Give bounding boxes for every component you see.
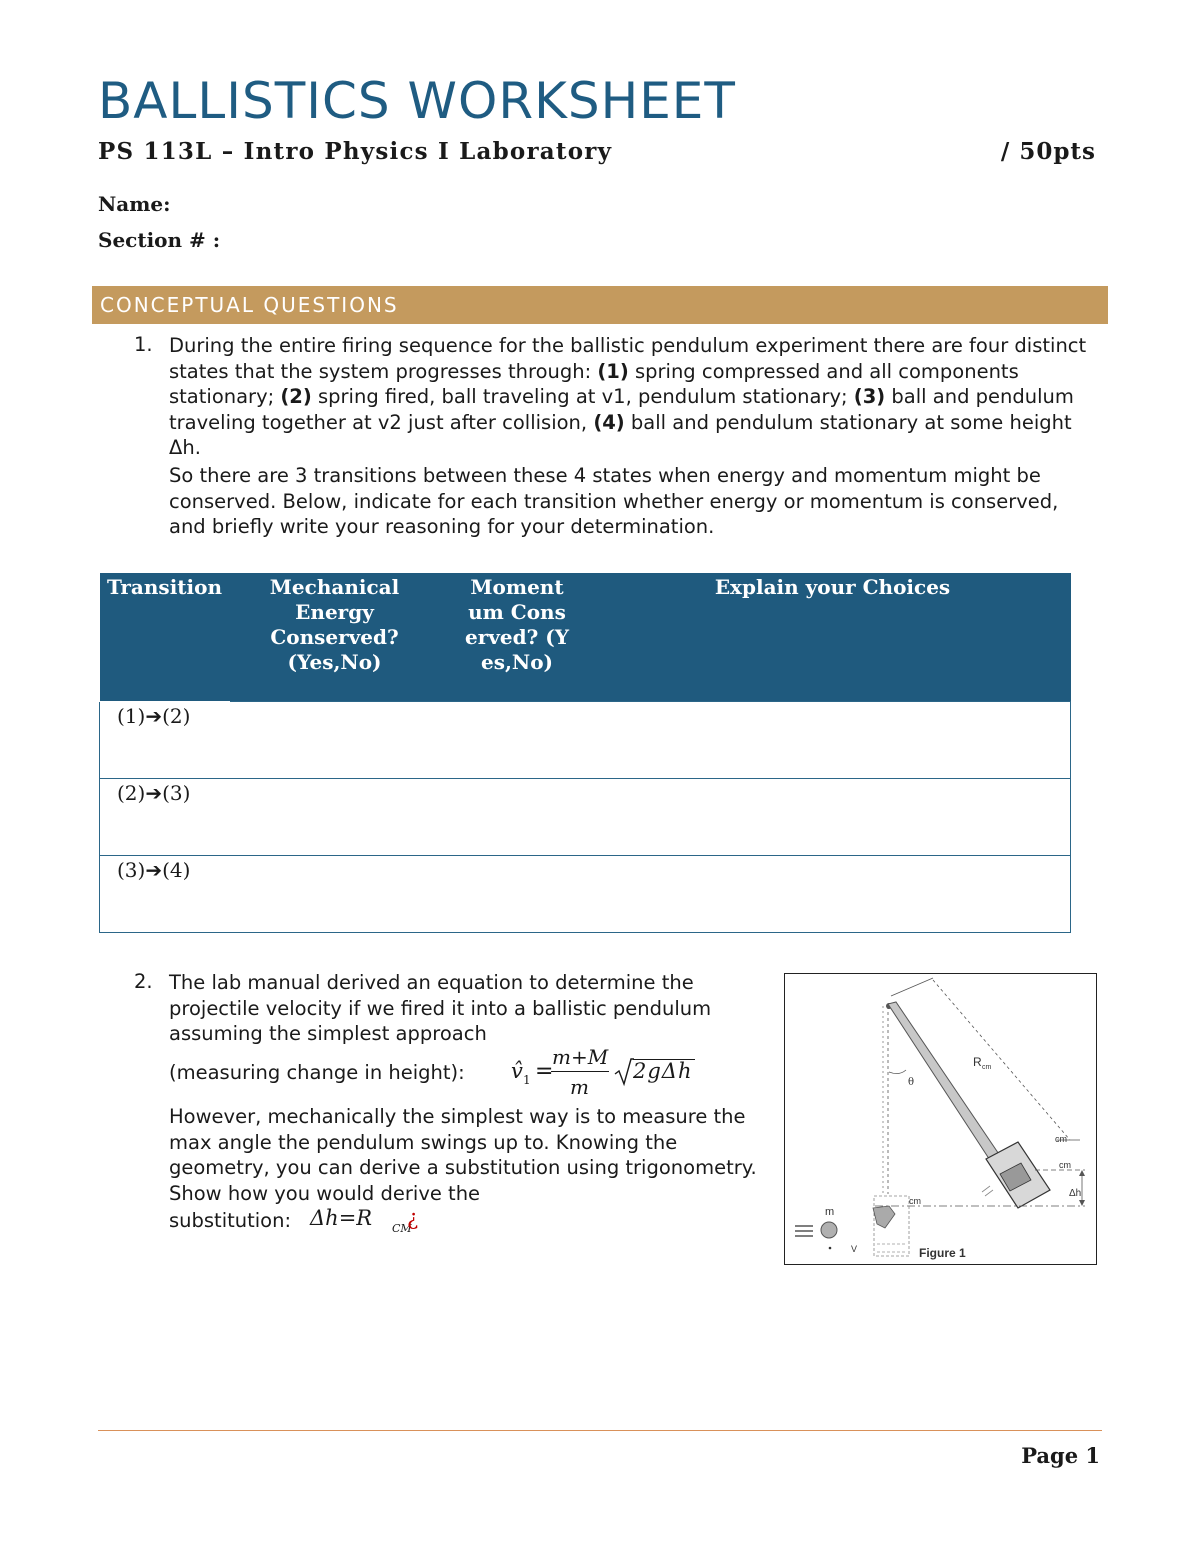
equation-lhs-subscript: 1 xyxy=(523,1073,531,1087)
question-2-paragraph-2: However, mechanically the simplest way is to measure the max angle the pendulum swings up to. Knowing the geometry, you can derive a substitution using trigonometry. Show how you would derive the xyxy=(169,1105,757,1205)
substitution-tail: ¿ xyxy=(407,1206,419,1230)
question-1-paragraph-1: During the entire firing sequence for the ballistic pendulum experiment there are four distinct states that the system progresses through: (1) spring compressed and all components stationary; (2) spring fired, ball traveling at v1, pendulum stationary; (3) ball and pendulum traveling together at v2 just after collision, (4) ball and pendulum stationary at some height Δh. xyxy=(169,334,1087,459)
section-banner-label: CONCEPTUAL QUESTIONS xyxy=(100,293,399,317)
equation-lhs: v̂ xyxy=(511,1059,523,1083)
col-header-energy: Mechanical Energy Conserved? (Yes,No) xyxy=(230,573,440,702)
equation-equals: = xyxy=(535,1059,554,1084)
question-2-number: 2. xyxy=(134,970,153,993)
energy-answer-cell[interactable] xyxy=(230,779,440,856)
equation-label: (measuring change in height): xyxy=(169,1061,465,1084)
fraction-bar xyxy=(551,1071,609,1072)
label-theta: θ xyxy=(908,1077,915,1088)
label-cm-low: cm xyxy=(909,1196,921,1206)
page-number: Page 1 xyxy=(1021,1443,1100,1468)
equation-radicand: 2gΔh xyxy=(633,1059,693,1083)
course-title: PS 113L – Intro Physics I Laboratory xyxy=(98,138,613,165)
question-1-paragraph-2: So there are 3 transitions between these 4 states when energy and momentum might be conserved. Below, indicate for each transition whether energy or momentum is conserved, and briefly write your reasoning for your determination. xyxy=(169,464,1059,538)
col-header-explain: Explain your Choices xyxy=(595,573,1071,702)
momentum-answer-cell[interactable] xyxy=(440,702,595,779)
label-r: R xyxy=(973,1055,982,1069)
label-cm-top: cm xyxy=(1055,1134,1067,1144)
momentum-answer-cell[interactable] xyxy=(440,856,595,933)
footer-rule xyxy=(98,1430,1102,1431)
table-header-row xyxy=(100,573,1071,702)
sqrt-icon xyxy=(614,1057,634,1087)
question-1-number: 1. xyxy=(134,333,153,356)
name-label: Name: xyxy=(98,192,171,216)
label-delta-h: Δh xyxy=(1069,1188,1082,1199)
figure-caption: Figure 1 xyxy=(919,1246,966,1260)
substitution-lhs: Δh=R xyxy=(310,1206,373,1230)
explain-answer-cell[interactable] xyxy=(595,702,1071,779)
substitution-subscript: CM xyxy=(392,1222,412,1235)
explain-answer-cell[interactable] xyxy=(595,856,1071,933)
label-cm-mid: cm xyxy=(1059,1160,1071,1170)
label-r-sub: cm xyxy=(982,1064,992,1071)
table-row xyxy=(100,702,1071,779)
explain-answer-cell[interactable] xyxy=(595,779,1071,856)
label-velocity: V xyxy=(851,1244,858,1254)
question-2-paragraph-1: The lab manual derived an equation to determine the projectile velocity if we fired it into a ballistic pendulum assuming the simplest approach xyxy=(169,971,712,1045)
col-header-momentum: Momentum Conserved? (Yes,No) xyxy=(440,573,595,702)
table-row xyxy=(100,856,1071,933)
transition-cell: (3)➔(4) xyxy=(100,856,230,933)
velocity-equation xyxy=(169,1045,729,1101)
label-mass: m xyxy=(825,1206,835,1218)
section-label: Section # : xyxy=(98,228,221,252)
pendulum-figure xyxy=(784,973,1097,1265)
pendulum-diagram xyxy=(785,974,1095,1263)
section-banner xyxy=(92,286,1108,324)
table-row xyxy=(100,779,1071,856)
momentum-answer-cell[interactable] xyxy=(440,779,595,856)
energy-answer-cell[interactable] xyxy=(230,856,440,933)
col-header-transition: Transition xyxy=(100,573,230,702)
transition-cell: (2)➔(3) xyxy=(100,779,230,856)
transition-table xyxy=(99,573,1071,933)
substitution-line xyxy=(169,1204,569,1234)
energy-answer-cell[interactable] xyxy=(230,702,440,779)
substitution-label: substitution: xyxy=(169,1209,292,1232)
points-total: / 50pts xyxy=(1000,138,1096,165)
equation-numerator: m+M xyxy=(552,1045,609,1069)
transition-cell: (1)➔(2) xyxy=(100,702,230,779)
equation-denominator: m xyxy=(570,1075,589,1099)
worksheet-title: BALLISTICS WORKSHEET xyxy=(98,72,736,130)
